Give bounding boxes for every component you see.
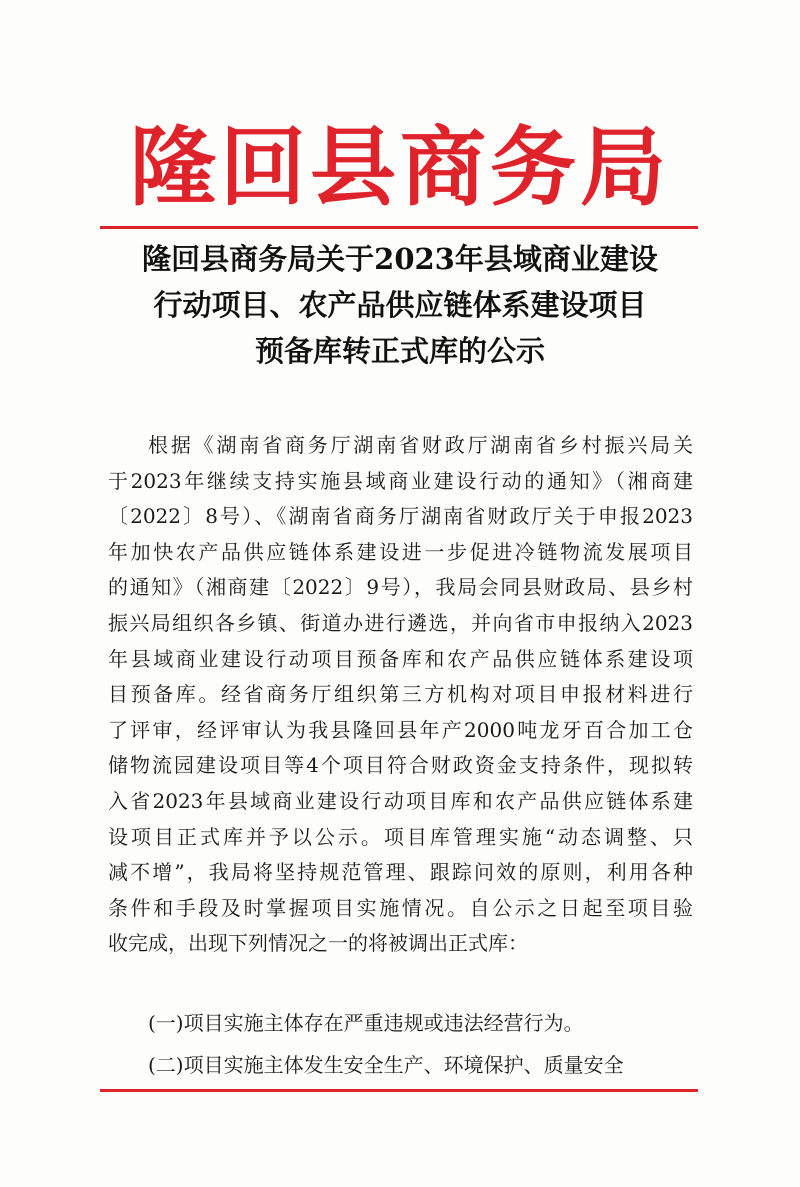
list-item: (一)项目实施主体存在严重违规或违法经营行为。 [148, 1011, 584, 1035]
title-line: 预备库转正式库的公示 [254, 334, 545, 368]
body-paragraph [108, 428, 693, 962]
condition-list [108, 1002, 693, 1086]
body-line: 入省2023年县域商业建设行动项目库和农产品供应链体系建 [108, 788, 693, 813]
body-line: 振兴局组织各乡镇、街道办进行遴选，并向省市申报纳入2023 [108, 610, 693, 635]
body-line: 的通知》（湘商建〔2022〕9号），我局会同县财政局、县乡村 [108, 575, 693, 600]
body-line: 设项目正式库并予以公示。项目库管理实施“动态调整、只 [108, 824, 693, 849]
body-line: 年县域商业建设行动项目预备库和农产品供应链体系建设项 [108, 646, 693, 671]
agency-letterhead: 隆回县商务局 [130, 117, 670, 218]
body-line: 收完成，出现下列情况之一的将被调出正式库： [108, 931, 528, 956]
body-line: 〔2022〕8号）、《湖南省商务厅湖南省财政厅关于申报2023 [108, 504, 693, 529]
title-line: 隆回县商务局关于2023年县域商业建设 [142, 242, 658, 276]
body-line: 于2023年继续支持实施县域商业建设行动的通知》（湘商建 [108, 468, 693, 493]
body-line: 根据《湖南省商务厅湖南省财政厅湖南省乡村振兴局关 [148, 433, 693, 457]
body-line: 条件和手段及时掌握项目实施情况。自公示之日起至项目验 [108, 895, 693, 920]
list-item: (二)项目实施主体发生安全生产、环境保护、质量安全 [148, 1053, 624, 1077]
body-line: 了评审，经评审认为我县隆回县年产2000吨龙牙百合加工仓 [108, 717, 693, 742]
title-line: 行动项目、农产品供应链体系建设项目 [153, 288, 647, 322]
body-line: 减不增”，我局将坚持规范管理、跟踪问效的原则，利用各种 [108, 860, 693, 885]
footer-red-rule [100, 1089, 698, 1092]
document-title [100, 236, 700, 374]
body-line: 储物流园建设项目等4个项目符合财政资金支持条件，现拟转 [108, 753, 693, 778]
body-line: 年加快农产品供应链体系建设进一步促进冷链物流发展项目 [108, 539, 693, 564]
letterhead-red-rule [100, 226, 698, 229]
body-line: 目预备库。经省商务厅组织第三方机构对项目申报材料进行 [108, 682, 693, 707]
